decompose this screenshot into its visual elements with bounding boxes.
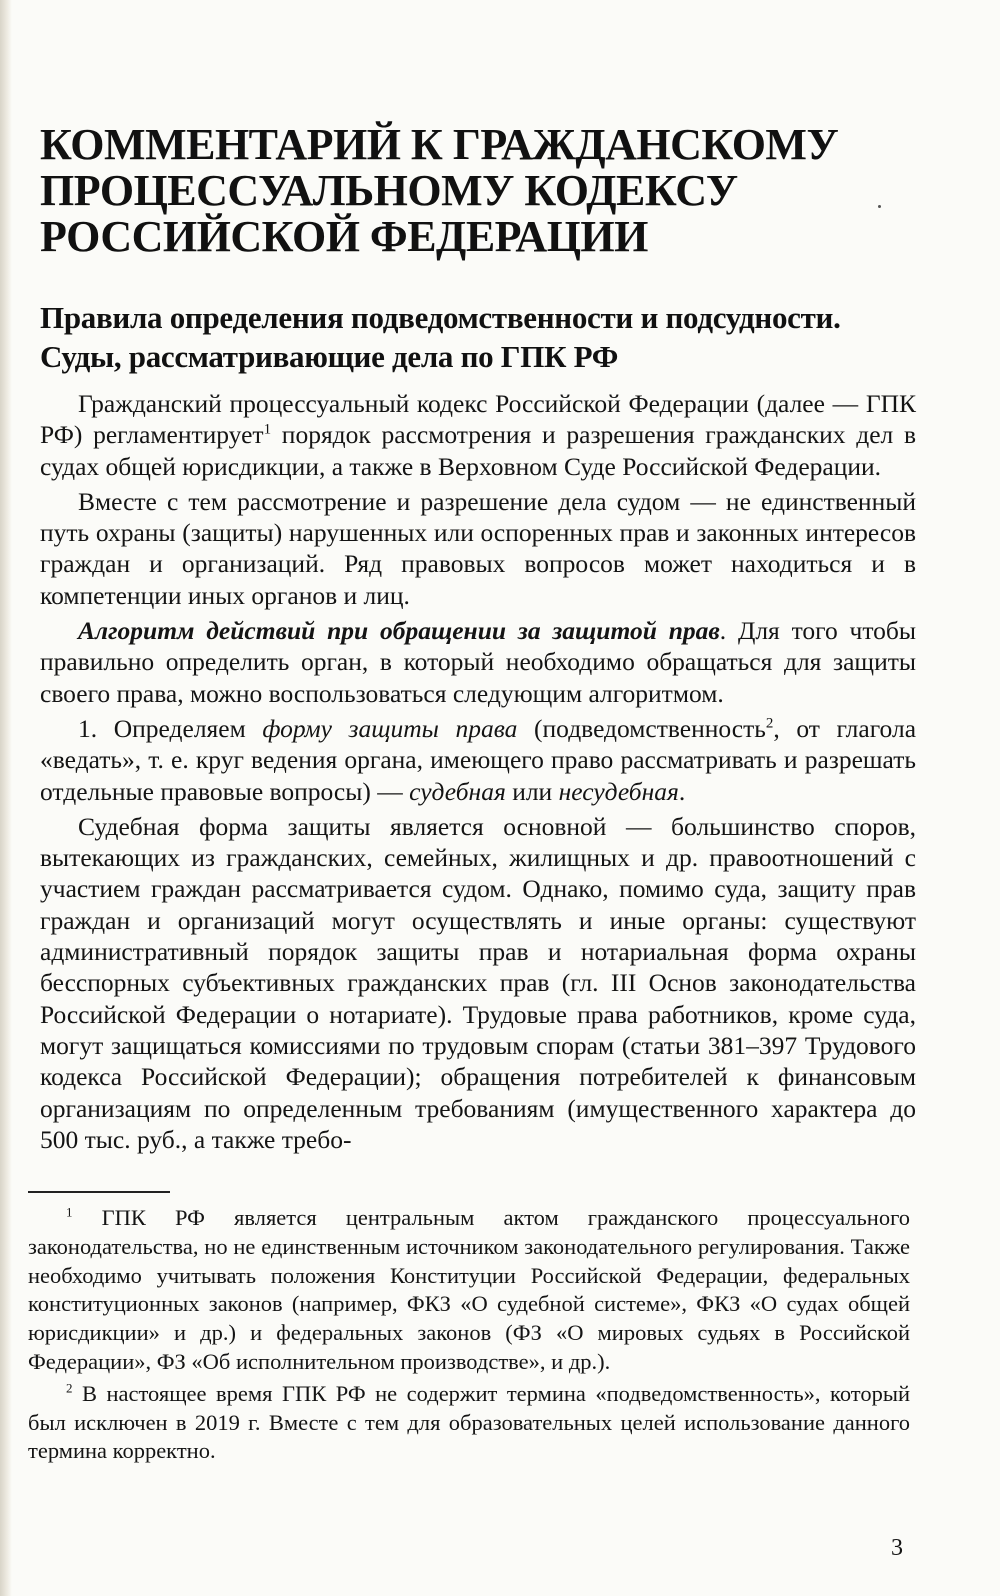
paragraph-3-text: . Для того чтобы правильно определить орган, в который необходимо обращаться для защиты своего права, можно воспользоваться следующим алгоритмом. [40, 616, 916, 708]
paragraph-5: Судебная форма защиты является основной — большинство споров, вытекающих из гражданских, семейных, жилищных и др. правоотношений с участием граждан рассматривается судом. Однако, помимо суда, защиту прав граждан и организаций могут осуществлять и иные органы: существуют административный порядок защиты прав и нотариальная форма охраны бесспорных субъективных гражданских прав (гл. III Основ законодательства Российской Федерации о нотариате). Трудовые права работников, кроме суда, могут защищаться комиссиями по трудовым спорам (статьи 381–397 Трудового кодекса Российской Федерации); обращения потребителей к финансовым организациям по определенным требованиям (имущественного характера до 500 тыс. руб., а также требо- [40, 811, 916, 1154]
body-text [40, 388, 916, 1155]
page-title [40, 122, 916, 260]
algorithm-emphasis: Алгоритм действий при обращении за защитой прав [78, 616, 720, 646]
paragraph-4-text-b: (подведомственность [517, 713, 766, 743]
paragraph-3 [40, 615, 916, 709]
paragraph-4-text-d: или [505, 776, 559, 806]
footnote-ref-1: 1 [263, 421, 272, 438]
paragraph-1 [40, 388, 916, 482]
judicial-term: судебная [409, 776, 506, 806]
form-of-protection-term: форму защиты права [262, 713, 518, 743]
footnote-1 [28, 1204, 910, 1377]
title-line-3: РОССИЙСКОЙ ФЕДЕРАЦИИ [40, 212, 648, 261]
footnote-2 [28, 1380, 910, 1466]
page-edge-shadow [0, 0, 12, 1596]
paragraph-2: Вместе с тем рассмотрение и разрешение дела судом — не единственный путь охраны (защиты) нарушенных или оспоренных прав и законных интересов граждан и организаций. Ряд правовых вопросов может находиться и в компетенции иных органов и лиц. [40, 486, 916, 610]
footnote-1-text: ГПК РФ является центральным актом гражданского процессуального законодательства, но не единственным источником законодательного регулирования. Также необходимо учитывать положения Конституции Российской Федерации, федеральных конституционных законов (например, ФКЗ «О судебной системе», ФКЗ «О судах общей юрисдикции» и др.) и федеральных законов (ФЗ «О мировых судьях в Российской Федерации», ФЗ «Об исполнительном производстве», и др.). [28, 1205, 910, 1374]
footnote-separator [28, 1191, 170, 1193]
paragraph-4-text-c: , от глагола «ведать», т. е. круг ведения органа, имеющего право рассматривать и разрешать отдельные правовые вопросы) — [40, 713, 917, 806]
section-heading-line-1: Правила определения подведомственности и подсудности. [40, 300, 841, 335]
page-content [40, 122, 916, 1155]
title-line-2: ПРОЦЕССУАЛЬНОМУ КОДЕКСУ [40, 166, 738, 215]
footnote-2-mark: 2 [66, 1380, 73, 1396]
footnote-ref-2: 2 [765, 715, 774, 732]
footnote-1-mark: 1 [66, 1204, 73, 1220]
section-heading [40, 298, 916, 376]
page-number: 3 [891, 1535, 903, 1561]
paragraph-4-text-e: . [678, 776, 686, 806]
title-line-1: КОММЕНТАРИЙ К ГРАЖДАНСКОМУ [40, 120, 839, 169]
paragraph-1-text-b: порядок рассмотрения и разрешения гражданских дел в судах общей юрисдикции, а также в Верховном Суде Российской Федерации. [40, 420, 917, 481]
footnotes [28, 1204, 910, 1466]
non-judicial-term: несудебная [558, 776, 679, 806]
section-heading-line-2: Суды, рассматривающие дела по ГПК РФ [40, 339, 619, 374]
paragraph-1-text-a: Гражданский процессуальный кодекс Российской Федерации (далее — ГПК РФ) регламентирует [40, 389, 916, 450]
paragraph-4 [40, 713, 916, 807]
paragraph-4-text-a: 1. Определяем [78, 713, 263, 743]
footnote-2-text: В настоящее время ГПК РФ не содержит термина «подведомственность», который был исключен в 2019 г. Вместе с тем для образовательных целей использование данного термина корректно. [28, 1380, 910, 1464]
